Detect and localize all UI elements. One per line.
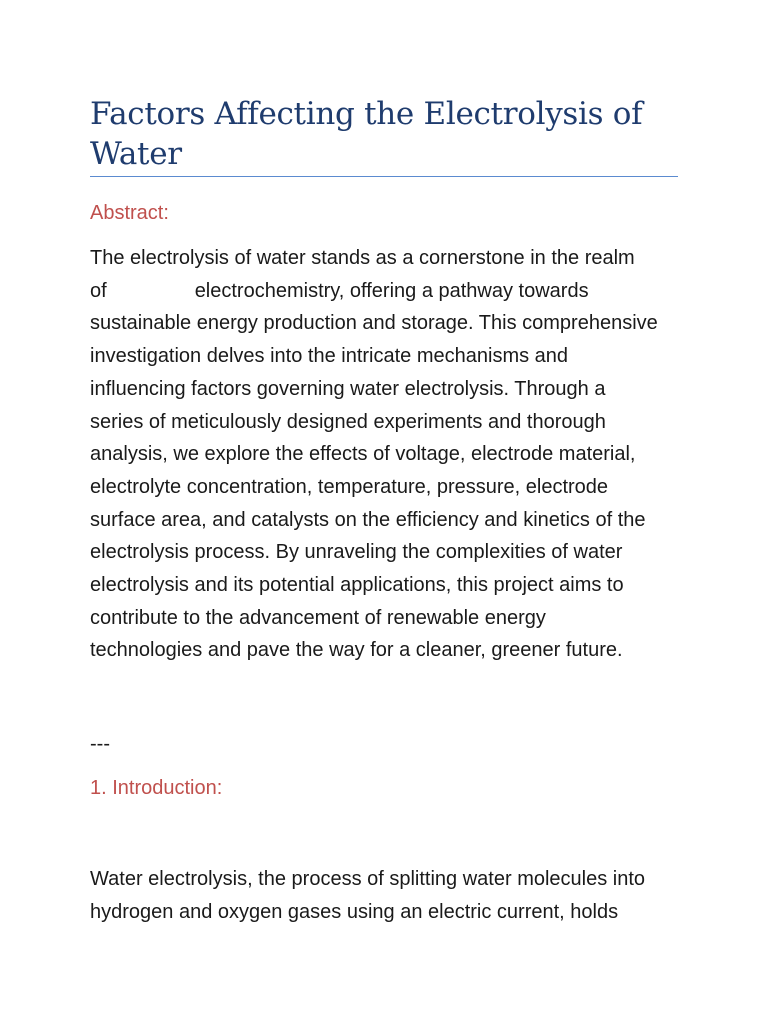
abstract-line: The electrolysis of water stands as a cornerstone in the realm — [90, 247, 635, 269]
introduction-line: hydrogen and oxygen gases using an electric current, holds — [90, 900, 619, 923]
abstract-line — [90, 275, 690, 308]
abstract-line: technologies and pave the way for a cleaner, greener future. — [90, 639, 623, 662]
abstract-line: influencing factors governing water electrolysis. Through a — [90, 377, 606, 400]
abstract-line-part: of — [90, 279, 107, 302]
abstract-paragraph — [90, 242, 690, 667]
title-underline-divider — [90, 176, 678, 177]
abstract-line: surface area, and catalysts on the efficiency and kinetics of the — [90, 508, 646, 531]
abstract-heading: Abstract: — [90, 202, 169, 224]
introduction-heading: 1. Introduction: — [90, 777, 223, 799]
introduction-paragraph — [90, 863, 690, 928]
abstract-line: investigation delves into the intricate mechanisms and — [90, 345, 569, 368]
abstract-line: electrolyte concentration, temperature, pressure, electrode — [90, 475, 609, 498]
abstract-line: sustainable energy production and storage. This comprehensive — [90, 312, 658, 335]
section-separator: --- — [90, 733, 110, 755]
abstract-line: electrolysis process. By unraveling the complexities of water — [90, 541, 623, 564]
abstract-line: electrolysis and its potential applications, this project aims to — [90, 574, 624, 597]
introduction-line: Water electrolysis, the process of splitting water molecules into — [90, 868, 646, 890]
document-title: Factors Affecting the Electrolysis of Water — [90, 96, 643, 172]
abstract-line: contribute to the advancement of renewable energy — [90, 606, 546, 629]
abstract-line: series of meticulously designed experiments and thorough — [90, 410, 606, 433]
abstract-line-part: electrochemistry, offering a pathway towards — [194, 279, 589, 302]
abstract-line: analysis, we explore the effects of voltage, electrode material, — [90, 443, 636, 466]
